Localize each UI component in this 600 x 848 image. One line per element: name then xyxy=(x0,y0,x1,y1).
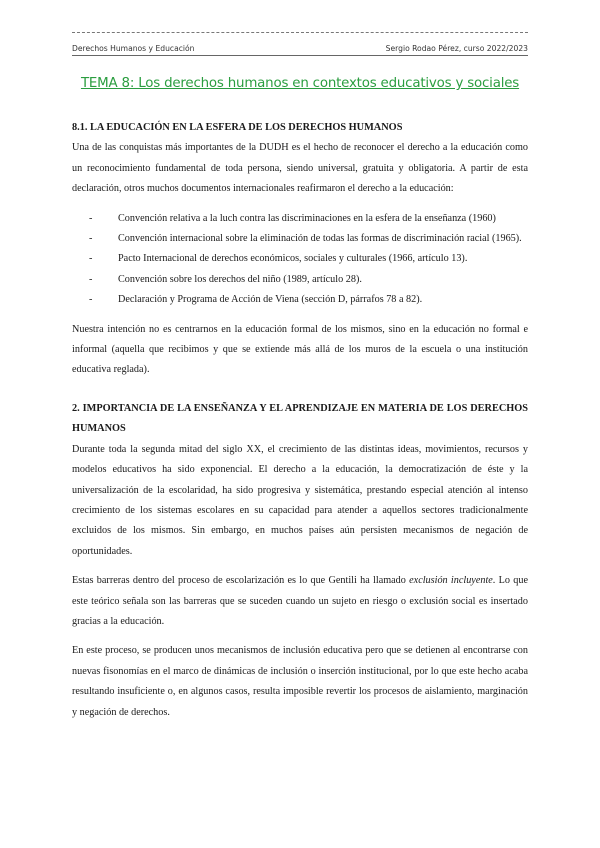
section-1-closing: Nuestra intención no es centrarnos en la educación formal de los mismos, sino en la educación no formal e informal (aquella que recibimos y que se extiende más allá de los muros de la escuela o una institución educativa reglada). xyxy=(72,323,528,376)
list-item: - Convención relativa a la luch contra las discriminaciones en la esfera de la enseñanza (1960) xyxy=(89,212,496,224)
treaty-list xyxy=(72,209,528,311)
section-2-heading: 2. IMPORTANCIA DE LA ENSEÑANZA Y EL APRENDIZAJE EN MATERIA DE LOS DERECHOS HUMANOS xyxy=(72,402,528,435)
page-title: TEMA 8: Los derechos humanos en contextos educativos y sociales xyxy=(80,76,520,91)
list-item: - Declaración y Programa de Acción de Viena (sección D, párrafos 78 a 82). xyxy=(89,294,423,306)
header-divider xyxy=(72,55,528,56)
section-2-paragraph-2: Estas barreras dentro del proceso de escolarización es lo que Gentili ha llamado exclusión incluyente. Lo que este teórico señala son las barreras que se suceden cuando un sujeto en riesgo o exclusión social es insertado gracias a la educación. xyxy=(72,575,528,627)
list-item: - Convención sobre los derechos del niño (1989, artículo 28). xyxy=(89,273,362,285)
section-2-paragraph-3: En este proceso, se producen unos mecanismos de inclusión educativa pero que se detienen al encontrarse con nuevas fisonomías en el marco de dinámicas de inclusión o inserción institucional, por lo que este hecho acaba resultando insuficiente o, en algunos casos, resulta imposible revertir los procesos de aislamiento, marginación y negación de derechos. xyxy=(72,645,528,718)
document-body xyxy=(72,118,528,732)
list-item: - Convención internacional sobre la eliminación de todas las formas de discriminación racial (1965). xyxy=(89,233,522,245)
header-author: Sergio Rodao Pérez, curso 2022/2023 xyxy=(385,44,528,53)
section-2-paragraph-1: Durante toda la segunda mitad del siglo XX, el crecimiento de las distintas ideas, movimientos, recursos y modelos educativos ha sido exponencial. El derecho a la educación, la democratización de éste y la universalización de la escolaridad, ha sido progresiva y sistemática, prestando especial atención al intenso crecimiento de los sistemas escolares en su capacidad para atender a aquellos sectores tradicionalmente excluidos de los mismos. Sin embargo, en muchos países aún persisten mecanismos de negación de oportunidades. xyxy=(72,443,528,557)
list-item: - Pacto Internacional de derechos económicos, sociales y culturales (1966, artículo 13). xyxy=(89,253,468,265)
term-exclusion-incluyente: exclusión incluyente xyxy=(409,575,493,587)
header-course: Derechos Humanos y Educación xyxy=(72,44,195,53)
header-top-rule xyxy=(72,32,528,33)
section-1-heading: 8.1. LA EDUCACIÓN EN LA ESFERA DE LOS DERECHOS HUMANOS xyxy=(72,122,403,133)
section-1-intro: Una de las conquistas más importantes de la DUDH es el hecho de reconocer el derecho a la educación como un reconocimiento fundamental de toda persona, siendo universal, gratuita y obligatoria. A partir de esta declaración, otros muchos documentos internacionales reafirmaron el derecho a la educación: xyxy=(72,142,528,195)
